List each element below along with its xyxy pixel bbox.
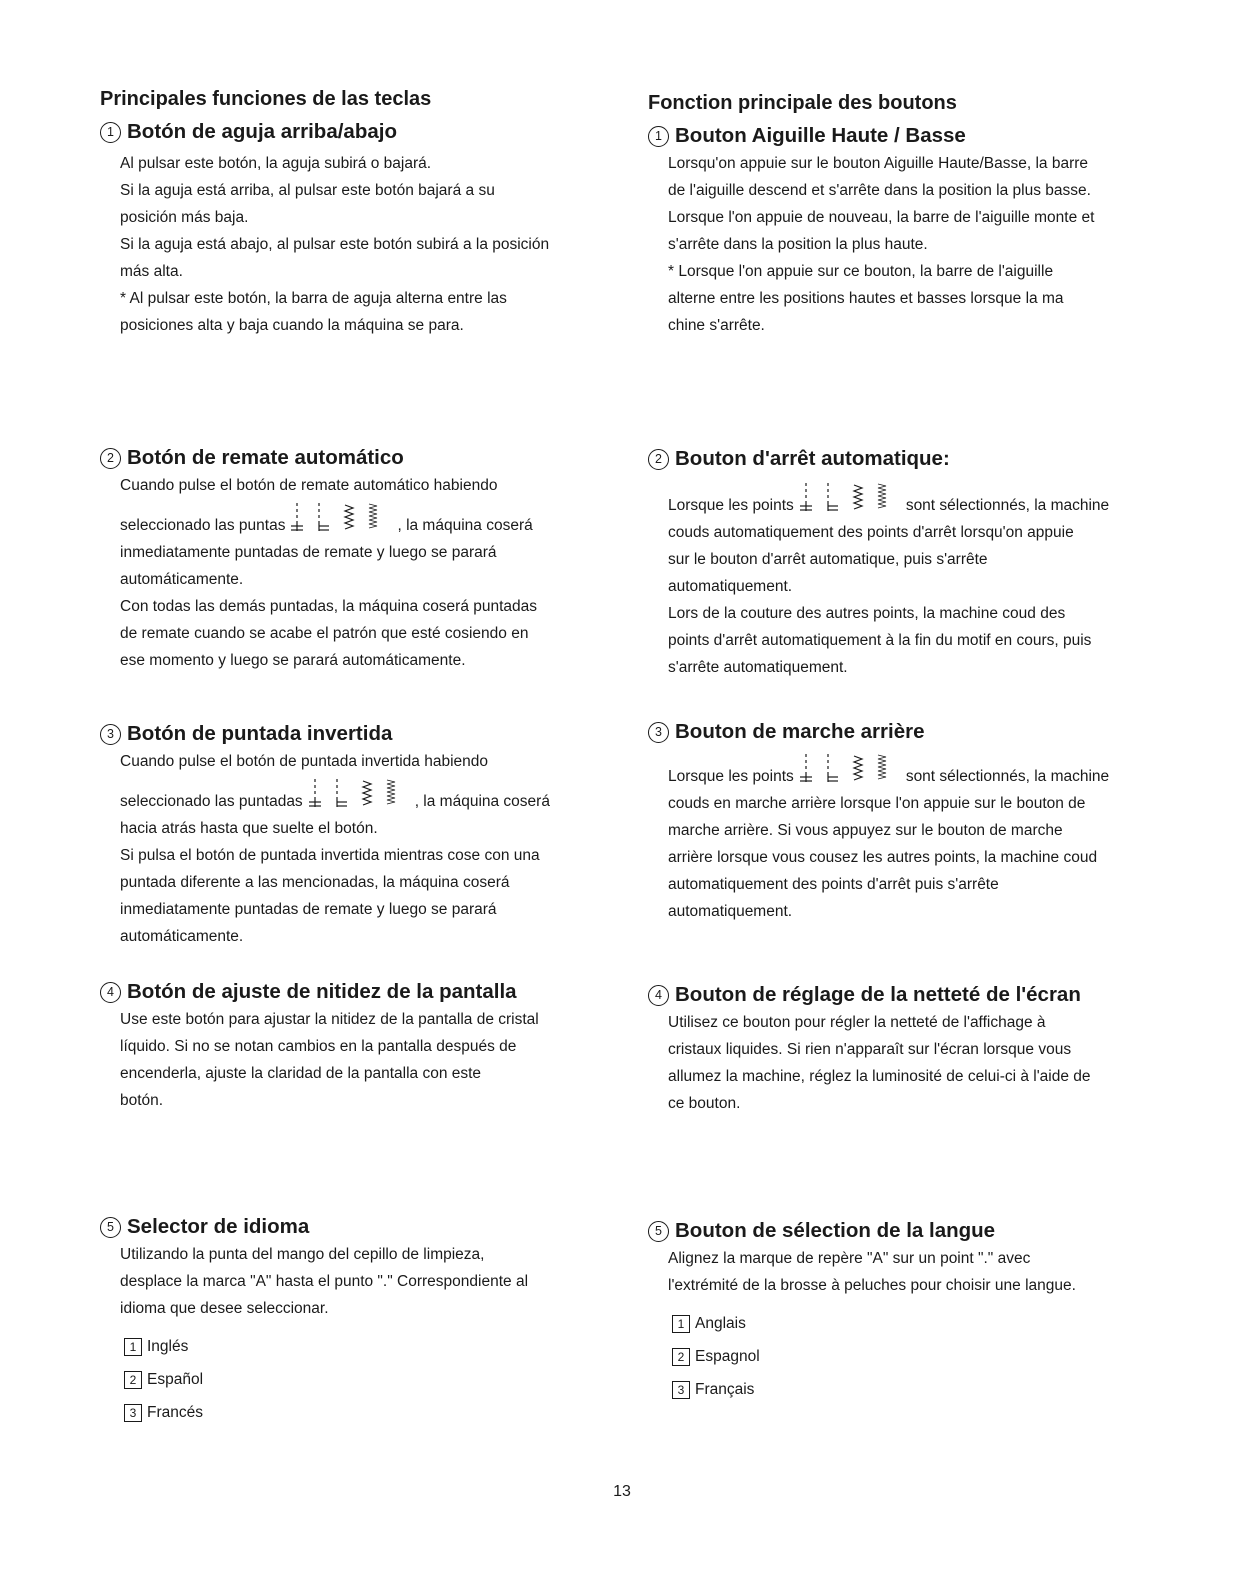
section-fr-reverse xyxy=(648,720,1188,925)
text-line: , la máquina coserá xyxy=(414,793,550,810)
stitch-symbols-icon xyxy=(798,479,902,519)
text-line: Lors de la couture des autres points, la machine coud des xyxy=(668,605,1066,622)
text-line: seleccionado las puntas xyxy=(120,517,286,534)
section-number: 3 xyxy=(100,724,121,745)
text-line: hacia atrás hasta que suelte el botón. xyxy=(120,820,378,837)
section-number: 5 xyxy=(648,1221,669,1242)
text-line: sont sélectionnés, la machine xyxy=(905,768,1110,785)
list-item: 1 Anglais xyxy=(672,1307,1188,1340)
text-line: allumez la machine, réglez la luminosité de celui-ci à l'aide de xyxy=(668,1068,1091,1085)
text-line: couds automatiquement des points d'arrêt lorsqu'on appuie xyxy=(668,524,1074,541)
page-title-es: Principales funciones de las teclas xyxy=(100,88,432,110)
text-line: Lorsque les points xyxy=(668,768,794,785)
text-line: de remate cuando se acabe el patrón que esté cosiendo en xyxy=(120,625,529,642)
text-line: Con todas las demás puntadas, la máquina coserá puntadas xyxy=(120,598,538,615)
section-title: Bouton de réglage de la netteté de l'écran xyxy=(675,983,1081,1006)
text-line: posición más baja. xyxy=(120,209,249,226)
text-line: sur le bouton d'arrêt automatique, puis s'arrête xyxy=(668,551,988,568)
text-line: automatiquement. xyxy=(668,903,793,920)
text-line: automáticamente. xyxy=(120,928,244,945)
text-line: de l'aiguille descend et s'arrête dans la position la plus basse. xyxy=(668,182,1091,199)
section-es-contrast xyxy=(100,980,630,1114)
list-item: 3 Français xyxy=(672,1373,1188,1406)
text-line: encenderla, ajuste la claridad de la pantalla con este xyxy=(120,1065,482,1082)
text-line: marche arrière. Si vous appuyez sur le bouton de marche xyxy=(668,822,1063,839)
text-line: ce bouton. xyxy=(668,1095,741,1112)
text-line: Alignez la marque de repère "A" sur un point "." avec xyxy=(668,1250,1031,1267)
text-line: posiciones alta y baja cuando la máquina se para. xyxy=(120,317,464,334)
section-number: 5 xyxy=(100,1217,121,1238)
text-line: ese momento y luego se parará automáticamente. xyxy=(120,652,466,669)
section-title: Selector de idioma xyxy=(127,1215,310,1238)
page-number: 13 xyxy=(613,1483,631,1500)
text-line: chine s'arrête. xyxy=(668,317,765,334)
text-line: Cuando pulse el botón de puntada invertida habiendo xyxy=(120,753,488,770)
section-number: 3 xyxy=(648,722,669,743)
list-item: 3 Francés xyxy=(124,1396,630,1429)
text-line: arrière lorsque vous cousez les autres points, la machine coud xyxy=(668,849,1098,866)
text-line: cristaux liquides. Si rien n'apparaît sur l'écran lorsque vous xyxy=(668,1041,1072,1058)
text-line: * Lorsque l'on appuie sur ce bouton, la barre de l'aiguille xyxy=(668,263,1054,280)
text-line: Al pulsar este botón, la aguja subirá o bajará. xyxy=(120,155,432,172)
section-es-needle xyxy=(100,120,630,339)
text-line: Si pulsa el botón de puntada invertida mientras cose con una xyxy=(120,847,540,864)
section-number: 2 xyxy=(100,448,121,469)
section-title: Bouton de sélection de la langue xyxy=(675,1219,996,1242)
section-title: Bouton Aiguille Haute / Basse xyxy=(675,124,966,147)
text-line: alterne entre les positions hautes et basses lorsque la ma xyxy=(668,290,1064,307)
list-item: 2 Español xyxy=(124,1363,630,1396)
text-line: desplace la marca "A" hasta el punto "." Correspondiente al xyxy=(120,1273,529,1290)
text-line: couds en marche arrière lorsque l'on appuie sur le bouton de xyxy=(668,795,1086,812)
section-fr-contrast xyxy=(648,983,1188,1117)
text-line: , la máquina coserá xyxy=(397,517,533,534)
text-line: Si la aguja está abajo, al pulsar este botón subirá a la posición xyxy=(120,236,550,253)
text-line: seleccionado las puntadas xyxy=(120,793,303,810)
text-line: botón. xyxy=(120,1092,164,1109)
text-line: automatiquement des points d'arrêt puis s'arrête xyxy=(668,876,999,893)
text-line: idioma que desee seleccionar. xyxy=(120,1300,329,1317)
section-es-reverse xyxy=(100,722,630,950)
text-line: points d'arrêt automatiquement à la fin du motif en cours, puis xyxy=(668,632,1092,649)
text-line: s'arrête dans la position la plus haute. xyxy=(668,236,928,253)
text-line: inmediatamente puntadas de remate y luego se parará xyxy=(120,544,497,561)
text-line: Utilizando la punta del mango del cepillo de limpieza, xyxy=(120,1246,485,1263)
section-title: Bouton de marche arrière xyxy=(675,720,925,743)
text-line: líquido. Si no se notan cambios en la pantalla después de xyxy=(120,1038,517,1055)
section-title: Botón de ajuste de nitidez de la pantalla xyxy=(127,980,517,1003)
section-title: Botón de remate automático xyxy=(127,446,404,469)
language-list xyxy=(100,1330,630,1429)
section-number: 2 xyxy=(648,449,669,470)
section-title: Bouton d'arrêt automatique: xyxy=(675,447,950,470)
section-fr-needle xyxy=(648,124,1188,339)
text-line: automáticamente. xyxy=(120,571,244,588)
text-line: Si la aguja está arriba, al pulsar este botón bajará a su xyxy=(120,182,495,199)
section-es-autolock xyxy=(100,446,630,674)
section-number: 1 xyxy=(648,126,669,147)
text-line: automatiquement. xyxy=(668,578,793,595)
text-line: Lorsque l'on appuie de nouveau, la barre de l'aiguille monte et xyxy=(668,209,1095,226)
list-item: 2 Espagnol xyxy=(672,1340,1188,1373)
stitch-symbols-icon xyxy=(798,750,902,790)
section-title: Botón de puntada invertida xyxy=(127,722,393,745)
language-list xyxy=(648,1307,1188,1406)
text-line: s'arrête automatiquement. xyxy=(668,659,848,676)
section-title: Botón de aguja arriba/abajo xyxy=(127,120,397,143)
section-es-language xyxy=(100,1215,630,1429)
text-line: Lorsqu'on appuie sur le bouton Aiguille Haute/Basse, la barre xyxy=(668,155,1089,172)
text-line: Use este botón para ajustar la nitidez de la pantalla de cristal xyxy=(120,1011,539,1028)
list-item: 1 Inglés xyxy=(124,1330,630,1363)
text-line: puntada diferente a las mencionadas, la máquina coserá xyxy=(120,874,510,891)
section-fr-language xyxy=(648,1219,1188,1406)
text-line: inmediatamente puntadas de remate y luego se parará xyxy=(120,901,497,918)
page-title-fr: Fonction principale des boutons xyxy=(648,92,957,114)
text-line: l'extrémité de la brosse à peluches pour choisir une langue. xyxy=(668,1277,1076,1294)
text-line: sont sélectionnés, la machine xyxy=(905,497,1110,514)
stitch-symbols-icon xyxy=(307,775,411,815)
section-number: 1 xyxy=(100,122,121,143)
text-line: Utilisez ce bouton pour régler la netteté de l'affichage à xyxy=(668,1014,1046,1031)
section-fr-autolock xyxy=(648,447,1188,681)
text-line: Lorsque les points xyxy=(668,497,794,514)
text-line: Cuando pulse el botón de remate automático habiendo xyxy=(120,477,498,494)
section-number: 4 xyxy=(100,982,121,1003)
text-line: * Al pulsar este botón, la barra de aguja alterna entre las xyxy=(120,290,507,307)
text-line: más alta. xyxy=(120,263,183,280)
section-number: 4 xyxy=(648,985,669,1006)
stitch-symbols-icon xyxy=(289,499,393,539)
